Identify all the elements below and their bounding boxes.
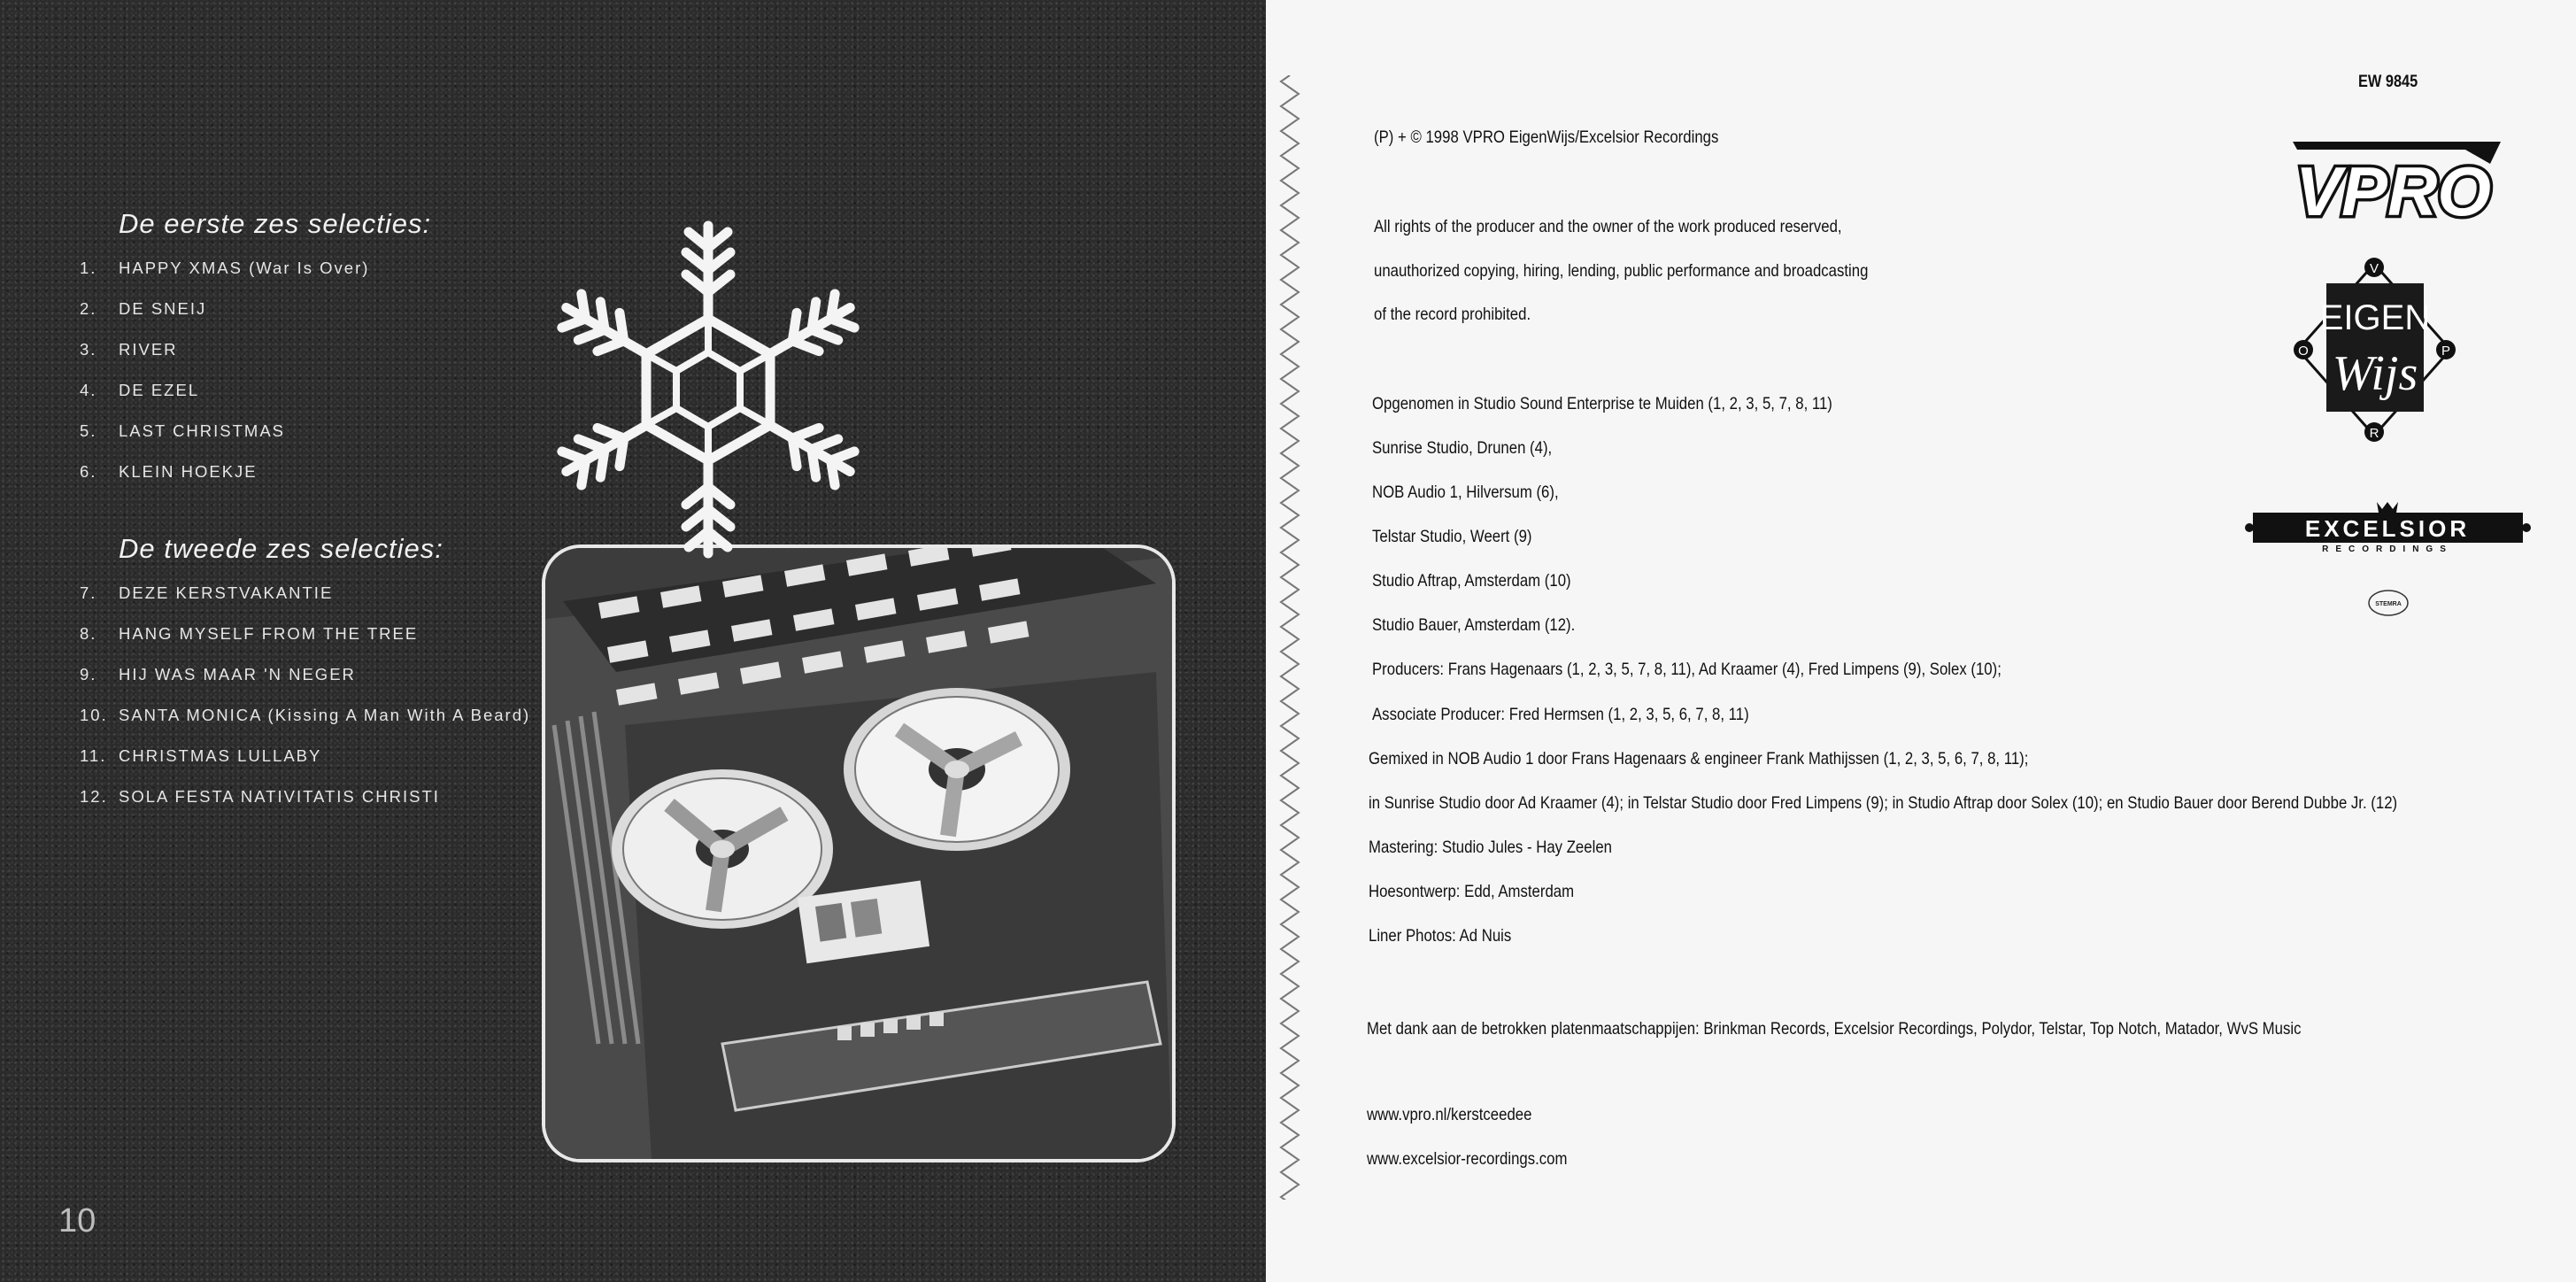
credit-line: Studio Aftrap, Amsterdam (10)	[1372, 571, 1571, 591]
track-title: DE EZEL	[119, 381, 200, 399]
track-title: RIVER	[119, 340, 178, 359]
svg-text:VPRO: VPRO	[2295, 152, 2492, 226]
track-item	[80, 614, 530, 654]
copyright-line: (P) + © 1998 VPRO EigenWijs/Excelsior Recordings	[1374, 127, 1719, 147]
zigzag-edge-decoration	[1276, 75, 1303, 1200]
website-link[interactable]: www.excelsior-recordings.com	[1367, 1149, 1568, 1169]
eigenwijs-logo	[2293, 257, 2456, 443]
tape-deck-photo	[542, 544, 1176, 1162]
credit-line: Mastering: Studio Jules - Hay Zeelen	[1369, 838, 1612, 857]
svg-text:STEMRA: STEMRA	[2375, 601, 2402, 607]
track-number: 3.	[80, 340, 97, 359]
rights-line: All rights of the producer and the owner of the work produced reserved,	[1374, 217, 1842, 236]
track-item	[80, 776, 530, 817]
track-number: 7.	[80, 583, 97, 602]
track-number: 10.	[80, 706, 108, 724]
track-number: 9.	[80, 665, 97, 683]
track-title: KLEIN HOEKJE	[119, 462, 258, 481]
track-number: 8.	[80, 624, 97, 643]
track-number: 2.	[80, 299, 97, 318]
credit-line: NOB Audio 1, Hilversum (6),	[1372, 483, 1559, 502]
track-title: HANG MYSELF FROM THE TREE	[119, 624, 419, 643]
excelsior-logo	[2244, 500, 2532, 553]
first-track-list	[80, 248, 369, 492]
credit-line: Studio Bauer, Amsterdam (12).	[1372, 615, 1576, 635]
stemra-logo	[2366, 588, 2410, 618]
track-title: LAST CHRISTMAS	[119, 421, 286, 440]
svg-text:RECORDINGS: RECORDINGS	[2322, 544, 2453, 553]
track-item	[80, 329, 369, 370]
track-number: 4.	[80, 381, 97, 399]
svg-text:R: R	[2369, 426, 2379, 441]
credit-line: Liner Photos: Ad Nuis	[1369, 926, 1512, 946]
track-title: DE SNEIJ	[119, 299, 207, 318]
thanks-line: Met dank aan de betrokken platenmaatschappijen: Brinkman Records, Excelsior Recordings, Polydor, Telstar, Top Notch, Matador, WvS Music	[1367, 1019, 2302, 1039]
svg-text:EIGEN: EIGEN	[2319, 298, 2431, 337]
page-number: 10	[58, 1202, 96, 1240]
credit-line: Associate Producer: Fred Hermsen (1, 2, 3, 5, 6, 7, 8, 11)	[1372, 705, 1749, 724]
left-booklet-page	[0, 0, 1266, 1282]
track-title: DEZE KERSTVAKANTIE	[119, 583, 334, 602]
track-number: 12.	[80, 787, 108, 806]
svg-text:O: O	[2298, 344, 2309, 359]
vpro-logo	[2288, 137, 2505, 226]
track-item	[80, 370, 369, 411]
track-item	[80, 411, 369, 452]
track-item	[80, 248, 369, 289]
svg-text:V: V	[2369, 261, 2379, 276]
track-number: 11.	[80, 746, 107, 765]
credit-line: Producers: Frans Hagenaars (1, 2, 3, 5, 7, 8, 11), Ad Kraamer (4), Fred Limpens (9), Solex (10);	[1372, 660, 2001, 679]
track-title: HAPPY XMAS (War Is Over)	[119, 259, 370, 277]
track-title: HIJ WAS MAAR 'N NEGER	[119, 665, 356, 683]
track-number: 5.	[80, 421, 97, 440]
rights-line: unauthorized copying, hiring, lending, public performance and broadcasting	[1374, 261, 1869, 281]
track-item	[80, 289, 369, 329]
credit-line: Hoesontwerp: Edd, Amsterdam	[1369, 882, 1575, 901]
first-selection-heading: De eerste zes selecties:	[119, 208, 432, 239]
track-number: 6.	[80, 462, 97, 481]
track-title: SANTA MONICA (Kissing A Man With A Beard)	[119, 706, 531, 724]
track-number: 1.	[80, 259, 97, 277]
rights-line: of the record prohibited.	[1374, 305, 1531, 324]
snowflake-illustration	[478, 212, 938, 602]
track-item	[80, 452, 369, 492]
credit-line: Opgenomen in Studio Sound Enterprise te Muiden (1, 2, 3, 5, 7, 8, 11)	[1372, 394, 1832, 413]
credit-line: in Sunrise Studio door Ad Kraamer (4); in Telstar Studio door Fred Limpens (9); in Studio Aftrap door Solex (10); en Studio Bauer door Berend Dubbe Jr. (12)	[1369, 793, 2398, 813]
track-title: CHRISTMAS LULLABY	[119, 746, 322, 765]
credit-line: Sunrise Studio, Drunen (4),	[1372, 438, 1553, 458]
svg-text:EXCELSIOR: EXCELSIOR	[2304, 515, 2471, 542]
second-track-list	[80, 573, 530, 817]
track-item	[80, 695, 530, 736]
svg-text:P: P	[2441, 344, 2451, 359]
second-selection-heading: De tweede zes selecties:	[119, 533, 443, 564]
track-title: SOLA FESTA NATIVITATIS CHRISTI	[119, 787, 440, 806]
credit-line: Telstar Studio, Weert (9)	[1372, 527, 1532, 546]
catalog-number: EW 9845	[2358, 73, 2418, 91]
track-item	[80, 736, 530, 776]
website-link[interactable]: www.vpro.nl/kerstceedee	[1367, 1105, 1532, 1124]
svg-text:Wijs: Wijs	[2332, 346, 2418, 401]
track-item	[80, 654, 530, 695]
track-item	[80, 573, 530, 614]
credit-line: Gemixed in NOB Audio 1 door Frans Hagenaars & engineer Frank Mathijssen (1, 2, 3, 5, 6, 7, 8, 11);	[1369, 749, 2029, 768]
tape-recorder-illustration	[545, 548, 1172, 1159]
